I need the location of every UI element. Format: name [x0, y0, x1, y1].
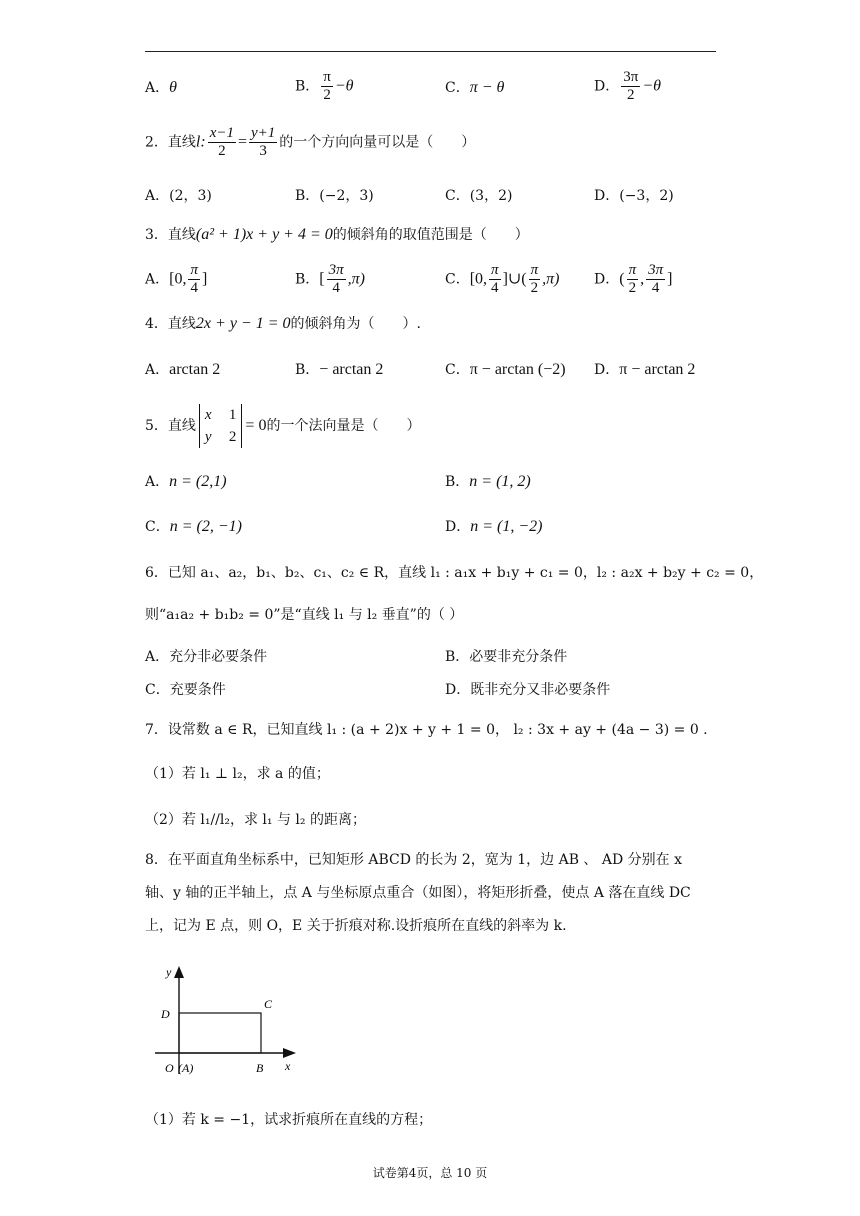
qprev-option-b: B． $\frac{\pi}{2}$ −θ: [295, 69, 354, 103]
rectangle-abcd: [179, 1013, 261, 1053]
q2-stem: 2．直线l: $\frac{x-1}{2}$ = $\frac{y+1}{3}$ 的一个方向向量可以是（ ）: [145, 125, 476, 159]
point-a-label: (A): [178, 1061, 194, 1075]
q5-option-c: C．n = (2, −1): [145, 518, 242, 535]
q4-stem: 4．直线2x + y − 1 = 0的倾斜角为（ ）.: [145, 315, 421, 332]
q3-option-b: B．[ $\frac{3\pi}{4}$ ,π): [295, 262, 365, 296]
x-axis-label: x: [285, 1059, 291, 1073]
q3-option-c: C．[0, $\frac{\pi}{4}$ ]∪( $\frac{\pi}{2}$ ,π): [445, 262, 560, 296]
y-axis-label: y: [166, 965, 172, 979]
point-o-label: O: [165, 1061, 174, 1075]
point-c-label: C: [264, 997, 273, 1011]
q5-option-b: B．n = (1, 2): [445, 473, 531, 490]
q6-option-c: C．充要条件: [145, 682, 226, 698]
qprev-option-a: A．θ: [145, 79, 177, 96]
q5-determinant: x 1 y 2: [199, 404, 243, 448]
point-d-label: D: [161, 1007, 170, 1021]
x-axis-arrow: [283, 1048, 296, 1058]
q8-stem-line3: 上，记为 E 点，则 O，E 关于折痕对称.设折痕所在直线的斜率为 k.: [145, 918, 567, 934]
q5-stem: 5．直线 x 1 y 2 = 0的一个法向量是（ ）: [145, 404, 420, 448]
q7-part1: （1）若 l₁ ⊥ l₂，求 a 的值；: [145, 766, 330, 782]
header-rule: [145, 51, 716, 52]
q8-rectangle-figure: [150, 962, 300, 1080]
q2-option-a: A．(2，3): [145, 188, 212, 204]
qprev-option-d: D． $\frac{3\pi}{2}$ −θ: [594, 69, 661, 103]
q7-stem: 7．设常数 a ∈ R，已知直线 l₁ : (a + 2)x + y + 1 = 0， l₂ : 3x + ay + (4a − 3) = 0 .: [145, 722, 708, 738]
q6-option-b: B．必要非充分条件: [445, 649, 568, 665]
q4-option-d: D．π − arctan 2: [594, 361, 696, 378]
q8-part1: （1）若 k = −1，试求折痕所在直线的方程；: [145, 1112, 433, 1128]
q4-option-a: A．arctan 2: [145, 361, 221, 378]
q3-option-a: A．[0, $\frac{\pi}{4}$ ]: [145, 262, 208, 296]
q7-part2: （2）若 l₁//l₂，求 l₁ 与 l₂ 的距离；: [145, 812, 366, 828]
q5-option-a: A．n = (2,1): [145, 473, 227, 490]
q2-option-c: C．(3，2): [445, 188, 513, 204]
qprev-option-c: C．π − θ: [445, 79, 505, 96]
page-footer: 试卷第4页，总 10 页: [372, 1166, 488, 1180]
q6-stem-line1: 6．已知 a₁、a₂，b₁、b₂、c₁、c₂ ∈ R，直线 l₁ : a₁x + b₁y + c₁ = 0，l₂ : a₂x + b₂y + c₂ = 0，: [145, 565, 764, 581]
q3-option-d: D．( $\frac{\pi}{2}$ , $\frac{3\pi}{4}$ ]: [594, 262, 673, 296]
q6-option-a: A．充分非必要条件: [145, 649, 268, 665]
q8-stem-line1: 8．在平面直角坐标系中，已知矩形 ABCD 的长为 2，宽为 1，边 AB 、 AD 分别在 x: [145, 852, 683, 868]
q8-stem-line2: 轴、y 轴的正半轴上，点 A 与坐标原点重合（如图），将矩形折叠，使点 A 落在直线 DC: [145, 885, 691, 901]
q4-option-b: B．− arctan 2: [295, 361, 384, 378]
q6-stem-line2: 则“a₁a₂ + b₁b₂ = 0”是“直线 l₁ 与 l₂ 垂直”的（ ）: [145, 607, 464, 623]
q3-stem: 3．直线(a² + 1)x + y + 4 = 0的倾斜角的取值范围是（ ）: [145, 226, 529, 243]
q4-option-c: C．π − arctan (−2): [445, 361, 566, 378]
q2-option-b: B．(−2，3): [295, 188, 374, 204]
q5-option-d: D．n = (1, −2): [445, 518, 543, 535]
y-axis-arrow: [174, 966, 184, 978]
q6-option-d: D．既非充分又非必要条件: [445, 682, 611, 698]
point-b-label: B: [256, 1061, 264, 1075]
q2-option-d: D．(−3，2): [594, 188, 674, 204]
